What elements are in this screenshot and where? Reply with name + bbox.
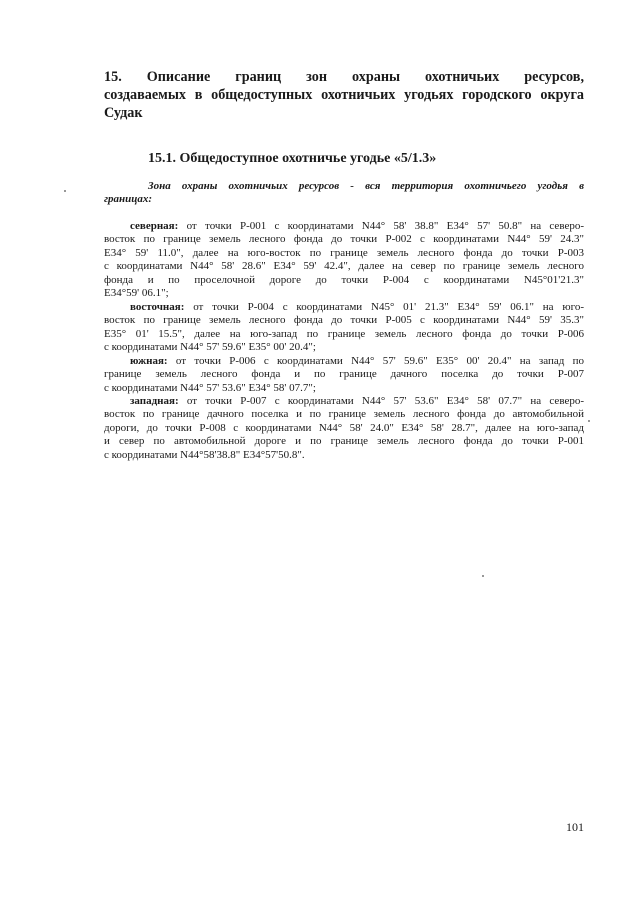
heading-line-3: Судак: [104, 105, 143, 121]
east-line-3: E35° 01' 15.5", далее на юго-запад по границе земель лесного фонда до точки P-006: [104, 327, 584, 340]
scan-speck: [588, 420, 590, 422]
west-line-1: от точки P-007 с координатами N44° 57' 53.6" E34° 58' 07.7" на северо-: [178, 395, 584, 407]
east-line-2: восток по границе земель лесного фонда до точки P-005 с координатами N44° 59' 35.3": [104, 314, 584, 327]
north-line-4: с координатами N44° 58' 28.6" E34° 59' 42.4", далее на север по границе земель лесного: [104, 260, 584, 273]
south-line-2: границе земель лесного фонда и по границе дачного поселка до точки P-007: [104, 368, 584, 381]
west-boundary-label: западная:: [130, 395, 179, 407]
north-line-1: от точки P-001 с координатами N44° 58' 38.8" E34° 57' 50.8" на северо-: [178, 220, 584, 232]
north-line-6: E34°59' 06.1";: [104, 287, 169, 300]
page-number: 101: [566, 820, 584, 834]
west-line-4: и север по автомобильной дороге и по границе земель лесного фонда до точки P-001: [104, 435, 584, 448]
south-boundary-paragraph: [104, 355, 584, 395]
section-heading: [104, 68, 584, 122]
east-line-1: от точки P-004 с координатами N45° 01' 21.3" E34° 59' 06.1" на юго-: [184, 301, 584, 313]
zone-intro: [104, 180, 584, 206]
east-line-4: с координатами N44° 57' 59.6" E35° 00' 20.4";: [104, 341, 316, 354]
east-boundary-paragraph: [104, 301, 584, 355]
south-line-1: от точки P-006 с координатами N44° 57' 59.6" E35° 00' 20.4" на запад по: [167, 355, 584, 367]
west-boundary-paragraph: [104, 395, 584, 462]
west-line-2: восток по границе дачного поселка и по границе земель лесного фонда до автомобильной: [104, 408, 584, 421]
north-boundary-label: северная:: [130, 220, 179, 232]
north-line-2: восток по границе земель лесного фонда до точки P-002 с координатами N44° 59' 24.3": [104, 233, 584, 246]
scan-speck: [482, 575, 484, 577]
north-line-5: фонда и по проселочной дороге до точки P-004 с координатами N45°01'21.3": [104, 273, 584, 286]
zone-intro-line-1: Зона охраны охотничьих ресурсов - вся территория охотничьего угодья в: [148, 180, 584, 192]
zone-intro-line-2: границах:: [104, 193, 153, 205]
west-line-5: с координатами N44°58'38.8" E34°57'50.8".: [104, 448, 305, 461]
west-line-3: дороги, до точки P-008 с координатами N44° 58' 24.0" E34° 58' 28.7", далее на юго-запад: [104, 421, 584, 434]
north-boundary-paragraph: [104, 220, 584, 300]
subsection-heading: 15.1. Общедоступное охотничье угодье «5/1.3»: [148, 151, 437, 166]
east-boundary-label: восточная:: [130, 301, 185, 313]
heading-line-2: создаваемых в общедоступных охотничьих угодьях городского округа: [104, 87, 584, 103]
scan-speck: [64, 190, 66, 192]
heading-line-1: 15. Описание границ зон охраны охотничьих ресурсов,: [104, 69, 584, 85]
south-boundary-label: южная:: [130, 355, 168, 367]
north-line-3: E34° 59' 11.0", далее на юго-восток по границе земель лесного фонда до точки P-003: [104, 246, 584, 259]
south-line-3: с координатами N44° 57' 53.6" E34° 58' 07.7";: [104, 381, 316, 394]
